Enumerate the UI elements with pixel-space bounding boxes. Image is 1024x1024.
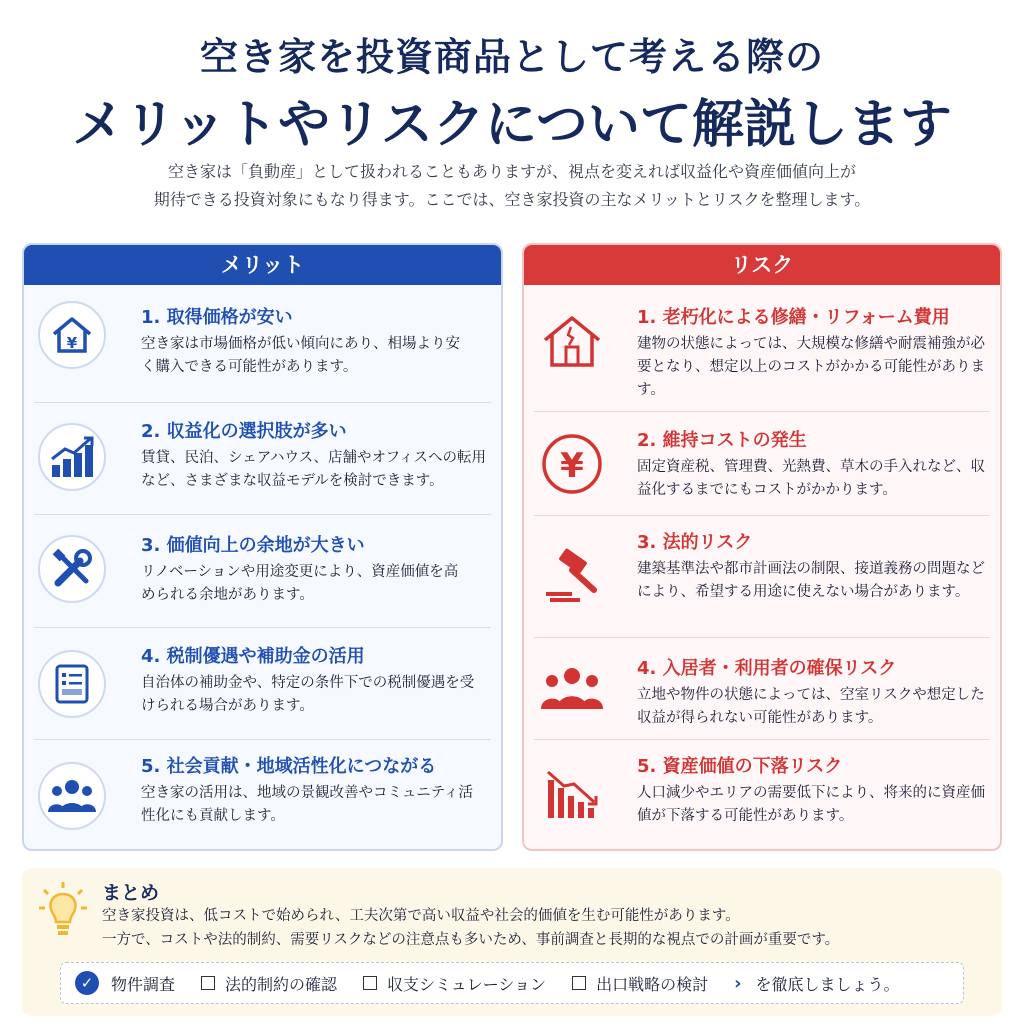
merit-desc-2: 賃貸、民泊、シェアハウス、店舗やオフィスへの転用など、さまざまな収益モデルを検討できます。 [141,450,486,489]
checklist-item-1[interactable] [75,971,175,995]
intro-text [40,158,984,214]
checklist-label-1: 物件調査 [111,974,176,994]
checklist-item-2[interactable] [201,972,337,995]
lightbulb-icon [38,880,88,944]
house-yen-icon [38,301,106,369]
risk-item-4 [534,637,990,739]
intro-line-1: 空き家は「負動産」として扱われることもありますが、視点を変えれば収益化や資産価値向上が [167,162,856,181]
risk-item-2 [534,411,990,515]
community-icon [38,762,106,830]
svg-text:¥: ¥ [66,334,78,352]
merit-item-3 [34,514,491,627]
merit-title-3: 3. 価値向上の余地が大きい [141,535,365,556]
intro-line-2: 期待できる投資対象にもなり得ます。ここでは、空き家投資の主なメリットとリスクを整理します。 [153,190,871,209]
merit-panel [22,243,503,851]
summary-text [102,904,839,952]
yen-coin-icon [538,430,606,498]
page-title-line1: 空き家を投資商品として考える際の [199,35,824,79]
summary-title: まとめ [102,882,160,904]
risk-title-1: 1. 老朽化による修繕・リフォーム費用 [637,307,950,328]
merit-desc-3: リノベーションや用途変更により、資産価値を高められる余地があります。 [141,564,459,603]
risk-desc-1: 建物の状態によっては、大規模な修繕や耐震補強が必要となり、想定以上のコストがかかる可能性があります。 [637,336,985,398]
merit-title-2: 2. 収益化の選択肢が多い [141,421,347,442]
merit-title-5: 5. 社会貢献・地域活性化につながる [141,756,437,777]
checklist-item-4[interactable] [572,972,708,995]
checklist-bar [60,962,964,1004]
risk-panel [522,243,1002,851]
decline-chart-icon [538,760,606,828]
merit-desc-4: 自治体の補助金や、特定の条件下での税制優遇を受けられる場合があります。 [141,675,475,714]
risk-title-3: 3. 法的リスク [637,532,753,553]
checklist-label-4: 出口戦略の検討 [596,974,709,994]
risk-desc-2: 固定資産税、管理費、光熱費、草木の手入れなど、収益化するまでにもコストがかかります。 [637,459,985,498]
risk-title-4: 4. 入居者・利用者の確保リスク [637,658,897,679]
risk-item-1 [534,285,990,411]
merit-item-1 [34,285,491,402]
checklist-item-3[interactable] [363,972,546,995]
merit-title-4: 4. 税制優遇や補助金の活用 [141,646,365,667]
risk-desc-3: 建築基準法や都市計画法の制限、接道義務の問題などにより、希望する用途に使えない場合があります。 [637,561,985,600]
summary-line-2: 一方で、コストや法的制約、需要リスクなどの注意点も多いため、事前調査と長期的な視点での計画が重要です。 [102,932,840,948]
risk-item-5 [534,739,990,851]
merit-item-5 [34,739,491,851]
page-title-line2: メリットやリスクについて解説します [72,95,952,155]
gavel-icon [538,542,606,610]
checkbox-icon [201,976,215,990]
merit-title-1: 1. 取得価格が安い [141,307,293,328]
people-icon [538,654,606,722]
checkbox-icon [572,976,586,990]
merit-desc-1: 空き家は市場価格が低い傾向にあり、相場より安く購入できる可能性があります。 [141,336,460,375]
cracked-house-icon [538,307,606,375]
merit-item-4 [34,627,491,739]
merit-heading: メリット [24,245,501,285]
growth-chart-icon [38,423,106,491]
summary-line-1: 空き家投資は、低コストで始められ、工夫次第で高い収益や社会的価値を生む可能性があります。 [102,908,740,924]
checklist-label-2: 法的制約の確認 [225,974,338,994]
risk-desc-4: 立地や物件の状態によっては、空室リスクや想定した収益が得られない可能性があります。 [637,687,985,726]
checklist-closing: を徹底しましょう。 [755,974,900,994]
risk-item-3 [534,515,990,637]
chevron-right-icon: › [734,972,742,994]
tools-icon [38,535,106,603]
risk-title-2: 2. 維持コストの発生 [637,430,807,451]
checklist-label-3: 収支シミュレーション [387,974,547,994]
risk-desc-5: 人口減少やエリアの需要低下により、将来的に資産価値が下落する可能性があります。 [637,785,985,824]
summary-box [22,868,1002,1016]
document-icon [38,650,106,718]
check-circle-icon: ✓ [75,971,99,995]
svg-text:¥: ¥ [560,446,584,486]
risk-heading: リスク [524,245,1000,285]
merit-desc-5: 空き家の活用は、地域の景観改善やコミュニティ活性化にも貢献します。 [141,785,474,824]
risk-title-5: 5. 資産価値の下落リスク [637,756,843,777]
checkbox-icon [363,976,377,990]
merit-item-2 [34,402,491,514]
